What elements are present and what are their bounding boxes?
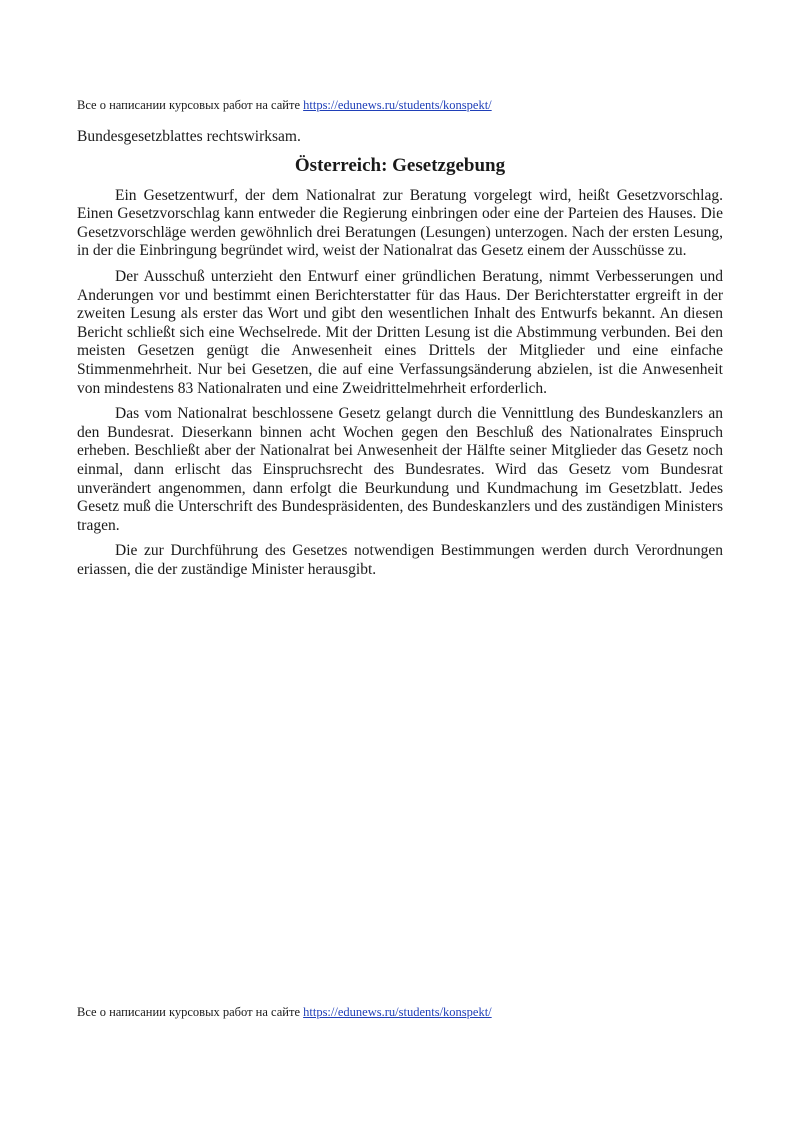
footer-link[interactable]: https://edunews.ru/students/konspekt/ — [303, 1005, 492, 1019]
header-prefix-text: Все о написании курсовых работ на сайте — [77, 98, 300, 112]
page-footer — [77, 1004, 492, 1020]
header-link[interactable]: https://edunews.ru/students/konspekt/ — [303, 98, 492, 112]
section-title: Österreich: Gesetzgebung — [294, 154, 506, 176]
document-body — [77, 128, 723, 586]
paragraph-1: Ein Gesetzentwurf, der dem Nationalrat zur Beratung vorgelegt wird, heißt Gesetzvorschlag. Einen Gesetzvorschlag kann entweder die Regierung einbringen oder eine der Parteien des Hauses. Die Gesetzvorschläge werden gewöhnlich drei Beratungen (Lesungen) unterzogen. Nach der ersten Lesung, in der die Einbringung begründet wird, weist der Nationalrat das Gesetz einem der Ausschüsse zu. — [77, 186, 723, 260]
page-header — [77, 97, 492, 113]
paragraph-3: Das vom Nationalrat beschlossene Gesetz gelangt durch die Vennittlung des Bundeskanzlers an den Bundesrat. Dieserkann binnen acht Wochen gegen den Beschluß des Nationalrates Einspruch erheben. Beschließt aber der Nationalrat bei Anwesenheit der Hälfte seiner Mitglieder das Gesetz noch einmal, dann erlischt das Einspruchsrecht des Bundesrates. Wird das Gesetz vom Bundesrat unverändert angenommen, dann erfolgt die Beurkundung und Kundmachung im Gesetzblatt. Jedes Gesetz muß die Unterschrift des Bundespräsidenten, des Bundeskanzlers und des zuständigen Ministers tragen. — [77, 405, 723, 534]
footer-prefix-text: Все о написании курсовых работ на сайте — [77, 1005, 300, 1019]
paragraph-4: Die zur Durchführung des Gesetzes notwendigen Bestimmungen werden durch Verordnungen eriassen, die der zuständige Minister herausgibt. — [77, 542, 723, 578]
paragraph-2: Der Ausschuß unterzieht den Entwurf einer gründlichen Beratung, nimmt Verbesserungen und Anderungen vor und bestimmt einen Berichterstatter für das Haus. Der Berichterstatter ergreift in der zweiten Lesung als erster das Wort und gibt den wesentlichen Inhalt des Entwurfs bekannt. An diesen Bericht schließt sich eine Wechselrede. Mit der Dritten Lesung ist die Abstimmung verbunden. Bei den meisten Gesetzen genügt die Anwesenheit eines Drittels der Mitglieder und eine einfache Stimmenmehrheit. Nur bei Gesetzen, die auf eine Verfassungsänderung abzielen, ist die Anwesenheit von mindestens 83 Nationalraten und eine Zweidrittelmehrheit erforderlich. — [77, 267, 723, 397]
lead-text: Bundesgesetzblattes rechtswirksam. — [77, 128, 301, 145]
